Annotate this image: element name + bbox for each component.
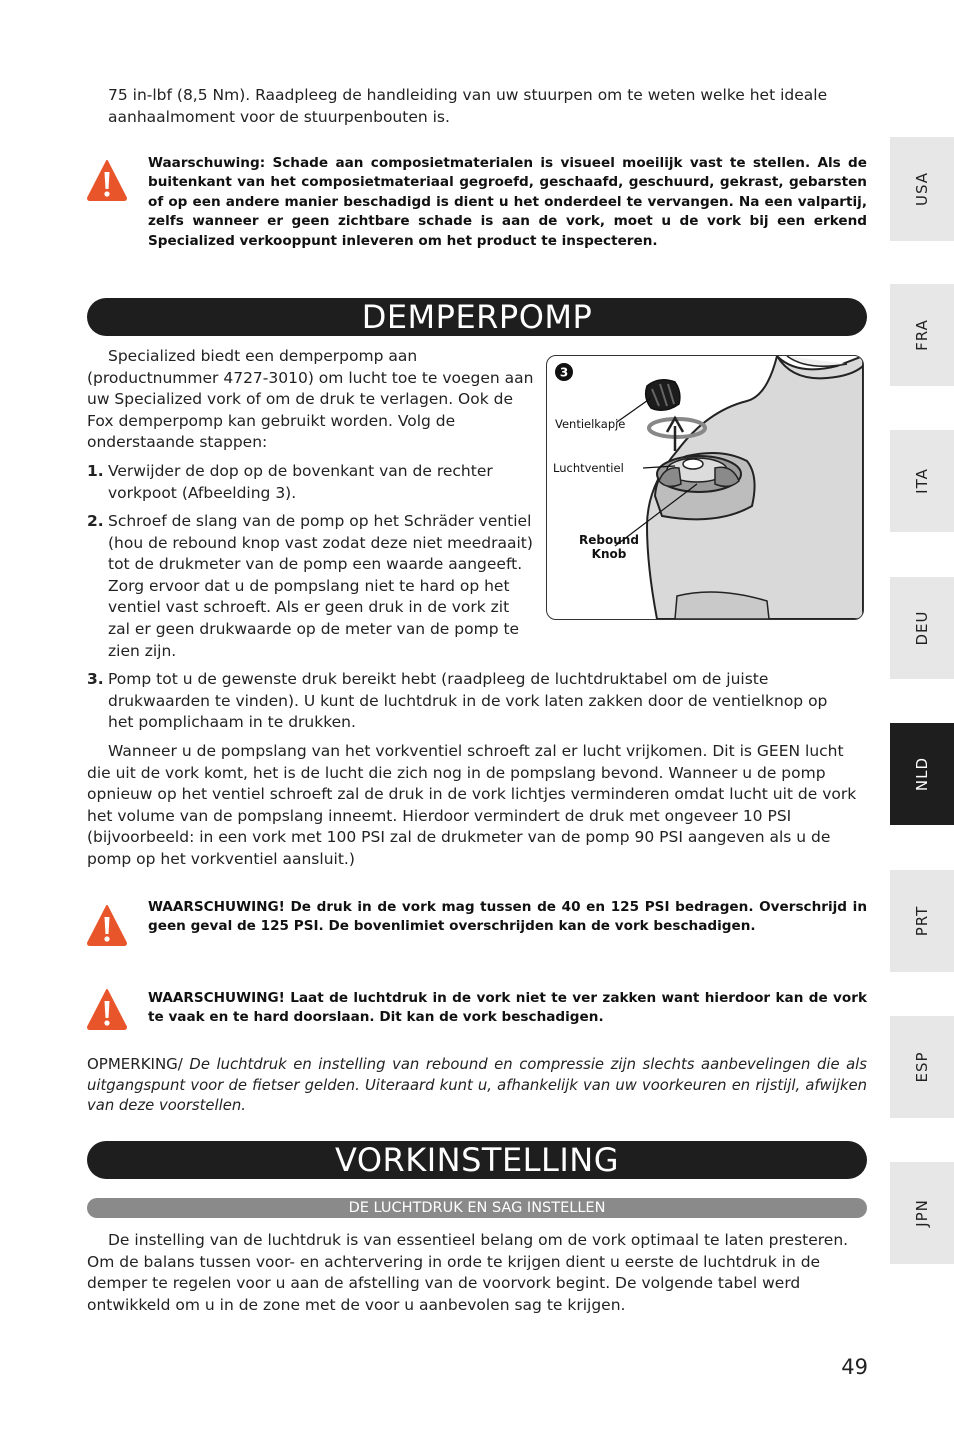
note	[87, 1054, 867, 1117]
intro-text: 75 in-lbf (8,5 Nm). Raadpleeg de handleiding van uw stuurpen om te weten welke het ideale aanhaalmoment voor de stuurpenbouten is.	[108, 86, 828, 126]
tab-label: USA	[913, 171, 931, 207]
tab-ita[interactable]	[890, 430, 954, 532]
air-pressure-paragraph: De instelling van de luchtdruk is van essentieel belang om de vork optimaal te laten presteren. Om de balans tussen voor- en achtervering in orde te krijgen dient u eerste de luchtdruk in de demper te regelen voor u aan de afstelling van de voorvork begint. De volgende tabel werd ontwikkeld om u in de zone met de voor u aanbevolen sag te krijgen.	[87, 1231, 849, 1314]
tab-nld[interactable]	[890, 723, 954, 825]
list-item	[87, 511, 607, 662]
warning-max-pressure-text: WAARSCHUWING! De druk in de vork mag tussen de 40 en 125 PSI bedragen. Overschrijd in geen geval de 125 PSI. De bovenlimiet overschrijden kan de vork beschadigen.	[148, 899, 867, 935]
tab-label: ITA	[913, 468, 931, 494]
section-title-vorkinstelling: VORKINSTELLING	[87, 1141, 867, 1179]
label-rebound: Rebound	[579, 533, 639, 547]
step-text	[108, 511, 533, 662]
warning-icon	[86, 987, 128, 1031]
pump-intro: Specialized biedt een demperpomp aan (productnummer 4727-3010) om lucht toe te voegen aan uw Specialized vork of om de druk te verlagen. Ook de Fox demperpomp kan gebruikt worden. Volg de onderstaande stappen:	[87, 347, 534, 452]
step-number: 3.	[87, 670, 104, 688]
step-text-wrap: Schroef de slang van de pomp op het Schräder ventiel (hou de rebound knop vast zodat deze niet meedraait) tot de drukmeter van de pomp een waarde aangeeft. Zorg ervoor dat u de pompslang niet te hard op het ventiel vast schroeft. Als er geen druk in de vork zit zal er geen drukwaarde op de meter van de pomp te zien zijn.	[108, 512, 533, 660]
list-item	[87, 461, 497, 504]
pump-explanation: Wanneer u de pompslang van het vorkventiel schroeft zal er lucht vrijkomen. Dit is GEEN lucht die uit de vork komt, het is de lucht die zich nog in de pompslang bevond. Wanneer u de pomp opnieuw op het ventiel schroeft zal de druk in de vork lichtjes verminderen omdat lucht uit de vork het volume van de pompslang inneemt. Hierdoor vermindert de druk met ongeveer 10 PSI (bijvoorbeeld: in een vork met 100 PSI zal de drukmeter van de pomp 90 PSI aangeven als u de pomp op het vorkventiel aansluit.)	[87, 742, 857, 868]
label-ventielkapje: Ventielkapje	[555, 417, 626, 431]
note-text: De luchtdruk en instelling van rebound en compressie zijn slechts aanbevelingen die als uitgangspunt voor de fietser gelden. Uiteraard kunt u, afhankelijk van uw voorkeuren en rijstijl, afwijken van deze voorstellen.	[87, 1056, 867, 1114]
warning-icon	[86, 158, 128, 202]
tab-usa[interactable]	[890, 137, 954, 241]
label-knob: Knob	[591, 547, 627, 561]
tab-jpn[interactable]	[890, 1162, 954, 1264]
fork-illustration	[547, 356, 863, 619]
section-title-demperpomp: DEMPERPOMP	[87, 298, 867, 336]
subsection-title: DE LUCHTDRUK EN SAG INSTELLEN	[87, 1198, 867, 1218]
warning-composite-text: Waarschuwing: Schade aan composietmaterialen is visueel moeilijk vast te stellen. Als de buitenkant van het composietmateriaal gegroefd, geschaafd, geschuurd, gekrast, gebarsten of op een andere manier beschadigd is dient u het onderdeel te vervangen. Na een valpartij, zelfs wanneer er geen zichtbare schade is aan de vork, moet u de vork bij een erkend Specialized verkooppunt inleveren om het product te inspecteren.	[148, 155, 867, 249]
step-text: Pomp tot u de gewenste druk bereikt hebt (raadpleeg de luchtdruktabel om de juiste drukwaarden te vinden). U kunt de luchtdruk in de vork laten zakken door de ventielknop op het pomplichaam in te drukken.	[108, 670, 828, 732]
figure-number: 3	[559, 365, 569, 380]
figure-3	[546, 355, 864, 620]
tab-esp[interactable]	[890, 1016, 954, 1118]
label-luchtventiel: Luchtventiel	[553, 461, 624, 475]
tab-label: JPN	[913, 1199, 931, 1227]
step-number: 1.	[87, 462, 104, 480]
tab-label: NLD	[913, 756, 931, 792]
tab-label: ESP	[913, 1051, 931, 1083]
step-number: 2.	[87, 512, 104, 530]
page-number: 49	[841, 1355, 868, 1379]
warning-icon	[86, 903, 128, 947]
tab-label: FRA	[913, 319, 931, 351]
tab-deu[interactable]	[890, 577, 954, 679]
list-item	[87, 669, 847, 734]
tab-label: PRT	[913, 905, 931, 937]
tab-prt[interactable]	[890, 870, 954, 972]
step-text: Verwijder de dop op de bovenkant van de rechter vorkpoot (Afbeelding 3).	[108, 462, 493, 502]
note-label: OPMERKING/	[87, 1055, 183, 1073]
tab-label: DEU	[913, 610, 931, 646]
tab-fra[interactable]	[890, 284, 954, 386]
warning-low-pressure-text: WAARSCHUWING! Laat de luchtdruk in de vork niet te ver zakken want hierdoor kan de vork te vaak en te hard doorslaan. Dit kan de vork beschadigen.	[148, 990, 867, 1026]
